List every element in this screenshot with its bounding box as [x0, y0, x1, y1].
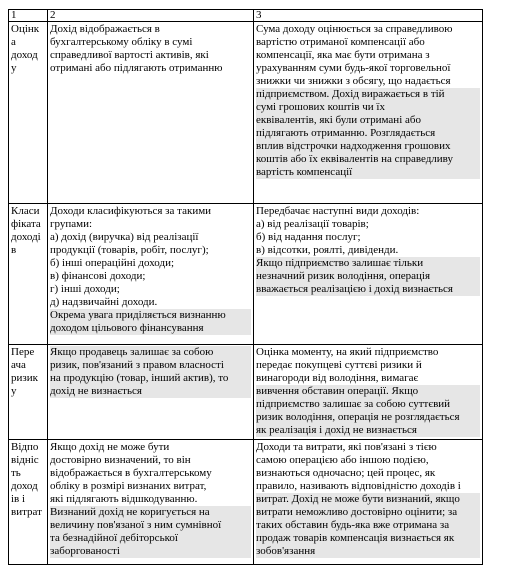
- text-line: Пере: [11, 346, 35, 358]
- text-line: Доходи та витрати, які пов'язані з тією: [256, 441, 437, 453]
- text-line: доход: [11, 49, 38, 61]
- text-line: ризик володіння, операція не розглядається: [256, 411, 480, 424]
- text-line: вартістю отриманої компенсації або: [256, 36, 425, 48]
- text-line: підприємством. Дохід виражається в тій: [256, 88, 480, 101]
- row-col2: [48, 440, 254, 565]
- text-line: відображається в бухгалтерському: [50, 467, 212, 479]
- table-row: [9, 204, 483, 345]
- row-col3: [254, 204, 483, 345]
- row-col3: [254, 22, 483, 204]
- text-line: ть: [11, 467, 21, 479]
- text-line: ризик, пов'язаний з правом власності: [50, 359, 251, 372]
- text-line: витрати неможливо достовірно оцінити; за: [256, 506, 480, 519]
- row-col2: [48, 22, 254, 204]
- row-label: [9, 440, 48, 565]
- text-line: б) інші операційні доходи;: [50, 257, 175, 269]
- text-line: продаж товарів компенсація визнається як: [256, 532, 480, 545]
- text-line: відніс: [11, 454, 39, 466]
- text-line: Визнаний дохід не коригується на: [50, 506, 251, 519]
- text-line: підприємство залишає за собою суттєвий: [256, 398, 480, 411]
- row-label: [9, 22, 48, 204]
- table-row: [9, 22, 483, 204]
- text-line: незначний ризик володіння, операція: [256, 270, 480, 283]
- text-line: та безнадійної дебіторської: [50, 532, 251, 545]
- text-line: в: [11, 244, 17, 256]
- text-line: вивчення обставин операції. Якщо: [256, 385, 480, 398]
- text-line: Якщо підприємство залишає тільки: [256, 257, 480, 270]
- text-line: у: [11, 385, 17, 397]
- text-line: компенсації, яка має бути отримана з: [256, 49, 430, 61]
- text-line: вартість компенсації: [256, 166, 480, 179]
- row-col3: [254, 345, 483, 440]
- text-line: обліку в розмірі визнаних витрат,: [50, 480, 207, 492]
- text-line: величину пов'язаної з ним сумнівної: [50, 519, 251, 532]
- text-line: ача: [11, 359, 26, 371]
- text-line: ризик: [11, 372, 38, 384]
- text-line: Доходи класифікуються за такими: [50, 205, 212, 217]
- text-line: Класи: [11, 205, 40, 217]
- header-col3: 3: [254, 10, 483, 22]
- row-col2: [48, 345, 254, 440]
- comparison-table: [8, 9, 483, 565]
- text-line: в) відсотки, роялті, дивіденди.: [256, 244, 399, 256]
- text-line: справедливої вартості активів, які: [50, 49, 209, 61]
- table-row: [9, 345, 483, 440]
- text-line: таких обставин будь-яка вже отримана за: [256, 519, 480, 532]
- text-line: Якщо дохід не може бути: [50, 441, 170, 453]
- row-col2: [48, 204, 254, 345]
- text-line: вважається реалізацією і дохід визнається: [256, 283, 480, 296]
- text-line: Передбачає наступні види доходів:: [256, 205, 420, 217]
- text-line: вплив відстрочки надходження грошових: [256, 140, 480, 153]
- text-line: на продукцію (товар, інший актив), то: [50, 372, 251, 385]
- text-line: а: [11, 36, 16, 48]
- text-line: які підлягають відшкодуванню.: [50, 493, 198, 505]
- row-label: [9, 345, 48, 440]
- text-line: а) дохід (виручка) від реалізації: [50, 231, 199, 243]
- text-line: а) від реалізації товарів;: [256, 218, 369, 230]
- text-line: доходом цільового фінансування: [50, 322, 251, 335]
- text-line: доход: [11, 480, 38, 492]
- text-line: дохід не визнається: [50, 385, 251, 398]
- text-line: самою операцією або іншою подією,: [256, 454, 429, 466]
- text-line: отримані або підлягають отриманню: [50, 62, 223, 74]
- text-line: визнаються одночасно; цей процес, як: [256, 467, 436, 479]
- text-line: доході: [11, 231, 41, 243]
- text-line: правило, називають відповідністю доходів і: [256, 480, 461, 492]
- text-line: коштів або їх еквівалентів на справедливу: [256, 153, 480, 166]
- text-line: г) інші доходи;: [50, 283, 120, 295]
- text-line: б) від надання послуг;: [256, 231, 361, 243]
- text-line: Окрема увага приділяється визнанню: [50, 309, 251, 322]
- text-line: витрат: [11, 506, 42, 518]
- header-row: [9, 10, 483, 22]
- text-line: зобов'язання: [256, 545, 480, 558]
- text-line: ів і: [11, 493, 26, 505]
- text-line: як реалізація і дохід не визнається: [256, 424, 480, 437]
- text-line: у: [11, 62, 17, 74]
- text-line: Якщо продавець залишає за собою: [50, 346, 251, 359]
- text-line: в) фінансові доходи;: [50, 270, 146, 282]
- text-line: сумі грошових коштів чи їх: [256, 101, 480, 114]
- text-line: заборгованості: [50, 545, 251, 558]
- text-line: винагороди від володіння, вимагає: [256, 372, 419, 384]
- header-col1: 1: [9, 10, 48, 22]
- header-col2: 2: [48, 10, 254, 22]
- text-line: урахуванням суми будь-якої торговельної: [256, 62, 451, 74]
- text-line: Відпо: [11, 441, 39, 453]
- text-line: Оцінка моменту, на який підприємство: [256, 346, 439, 358]
- text-line: групами:: [50, 218, 93, 230]
- text-line: підлягають отриманню. Розглядається: [256, 127, 480, 140]
- text-line: фіката: [11, 218, 41, 230]
- text-line: бухгалтерському обліку в сумі: [50, 36, 193, 48]
- text-line: витрат. Дохід не може бути визнаний, якщо: [256, 493, 480, 506]
- text-line: д) надзвичайні доходи.: [50, 296, 158, 308]
- text-line: знижки чи знижки з обсягу, що надається: [256, 75, 451, 87]
- text-line: передає покупцеві суттєві ризики й: [256, 359, 422, 371]
- table-row: [9, 440, 483, 565]
- text-line: Оцінк: [11, 23, 40, 35]
- row-col3: [254, 440, 483, 565]
- row-label: [9, 204, 48, 345]
- text-line: достовірно визначений, то він: [50, 454, 191, 466]
- text-line: Сума доходу оцінюється за справедливою: [256, 23, 453, 35]
- text-line: продукції (товарів, робіт, послуг);: [50, 244, 209, 256]
- text-line: Дохід відображається в: [50, 23, 160, 35]
- text-line: еквівалентів, які були отримані або: [256, 114, 480, 127]
